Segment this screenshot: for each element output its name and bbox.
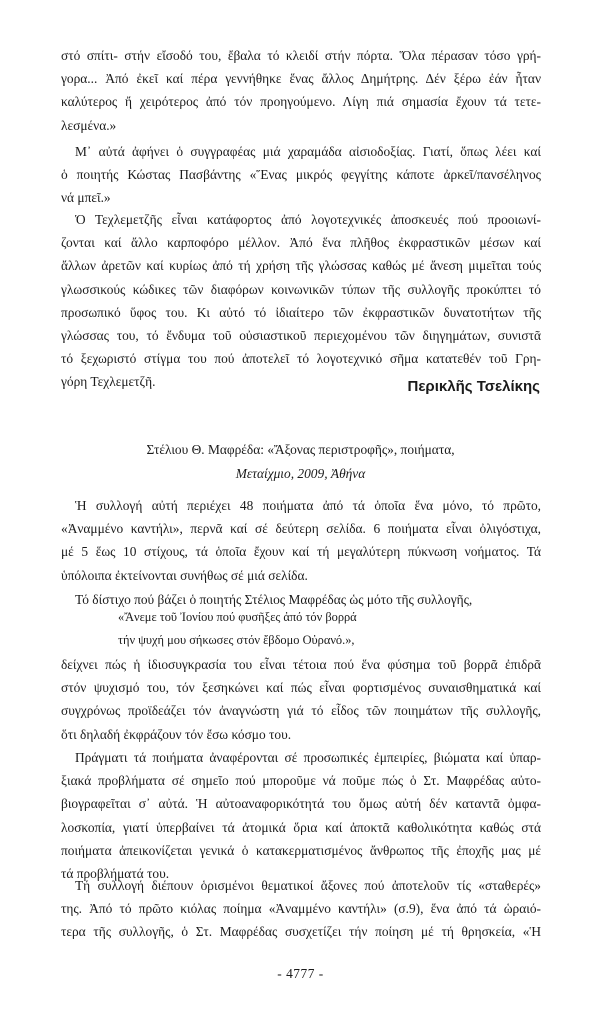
text-line: λεσμένα.» [61,117,117,133]
text-line: ὑπόλοιπα ἐκτείνονται συνήθως σέ μιά σελίδα. [61,567,308,583]
text-line: Ὁ Τεχλεμετζῆς εἶναι κατάφορτος ἀπό λογοτεχνικές ἀποσκευές πού προοιωνί- [75,212,541,227]
text-line: γλωσσικούς κώδικες τῶν διαφόρων κοινωνικῶν τύπων τῆς συλλογῆς προκύπτει τό [61,281,541,297]
text-line: μέ 5 ἕως 10 στίχους, τά ὁποῖα ἔχουν καί τή μεγαλύτερη πύκνωση νοήματος. Τά [61,544,541,560]
text-line: Ἡ συλλογή αὐτή περιέχει 48 ποιήματα ἀπό τά ὁποῖα ἕνα μόνο, τό πρῶτο, [75,498,541,513]
text-line: τά προβλήματά του. [61,865,170,881]
text-line: ὅτι δηλαδή ἐκφράζουν τόν ἔσω κόσμο του. [61,726,292,742]
article-paragraph-2 [61,140,541,210]
text-line: ξιακά προβλήματα σέ σημεῖο πού μποροῦμε νά ποῦμε πώς ὁ Στ. Μαφρέδας αὐτο- [61,773,541,789]
text-line: γορα... Ἀπό ἐκεῖ καί πέρα γεννήθηκε ἕνας ἄλλος Δημήτρης. Δέν ξέρω ἐάν ἦταν [61,71,541,87]
review-paragraph-1 [61,494,541,587]
review-heading [0,438,601,486]
text-line: νά μπεῖ.» [61,190,111,206]
text-line: δείχνει πώς ἡ ἰδιοσυγκρασία του εἶναι τέτοια πού ἕνα φύσημα τοῦ βορρᾶ ἐπιδρᾶ [61,657,541,672]
text-line: Πράγματι τά ποιήματα ἀναφέρονται σέ προσωπικές ἐμπειρίες, βιώματα καί ὑπαρ- [75,750,541,765]
text-line: ἄλλων ἀρετῶν καί κυρίως ἀπό τή χρήση τῆς γλώσσας καθώς μέ ἄνεση μιμεῖται τούς [61,258,541,274]
review-title: Στέλιου Θ. Μαφρέδα: «Ἄξονας περιστροφῆς», ποιήματα, [146,442,455,457]
text-line: καλύτερος ἤ χειρότερος ἀπό τόν προηγούμενο. Λίγη πιά σημασία ἔχουν τά τετε- [61,94,541,110]
text-line: βιογραφεῖται σ᾽ αὐτά. Ἡ αὐτοαναφορικότητά του ὅμως αὐτή δέν καταντᾶ ὀμφα- [61,796,541,812]
text-line: γόρη Τεχλεμετζῆ. [61,374,156,390]
text-line: ζονται καί ἄλλο καρποφόρο μέλλον. Ἀπό ἕνα πλῆθος ἐκφραστικῶν μέσων καί [61,235,541,251]
review-paragraph-4 [61,874,541,944]
text-line: της. Ἀπό τό πρῶτο κιόλας ποίημα «Ἀναμμένο καντήλι» (σ.9), ἕνα ἀπό τά ὡραιό- [61,901,541,917]
text-line: συγχρόνως προϊδεάζει τόν ἀναγνώστη γιά τό εἶδος τῶν ποιημάτων τῆς συλλογῆς, [61,703,541,719]
text-line: γλώσσας του, τό ἔνδυμα τοῦ οὐσιαστικοῦ περιεχομένου τῶν διηγημάτων, συνιστᾶ [61,327,541,343]
author-signature: Περικλῆς Τσελίκης [407,378,540,395]
text-line: τερα τῆς συλλογῆς, ὁ Στ. Μαφρέδας συσχετίζει τήν ποίηση μέ τή θρησκεία, «Ἡ [61,924,541,940]
text-line: προσωπικό ὕφος του. Κι αὐτό τό ἰδιαίτερο τῶν ἐκφραστικῶν δυνατοτήτων τῆς [61,304,541,320]
review-paragraph-2-rest [61,653,541,746]
article-paragraph-1 [61,44,541,137]
text-line: Μ᾽ αὐτά ἀφήνει ὁ συγγραφέας μιά χαραμάδα αἰσιοδοξίας. Γιατί, ὅπως λέει καί [75,144,541,159]
poem-quote-line-1: «Ἄνεμε τοῦ Ἰονίου πού φυσῆξες ἀπό τόν βορρά [118,610,357,624]
text-line: ὁ ποιητής Κώστας Πασβάντης «Ἕνας μικρός φεγγίτης κάποτε ἀρκεῖ/πανσέληνος [61,167,541,183]
review-paragraph-3 [61,746,541,885]
text-line: στόν ψυχισμό του, τόν ξεσηκώνει καί πώς εἶναι φορτισμένος συναισθηματικά καί [61,680,541,696]
page-number: - 4777 - [277,966,324,981]
text-line: ποιήματα ἀπεικονίζεται γενικά ὁ κατακερματισμένος ἄνθρωπος τῆς ἐποχῆς μας μέ [61,842,541,858]
text-line: Τή συλλογή διέπουν ὁρισμένοι θεματικοί ἄξονες πού ἀποτελοῦν τίς «σταθερές» [75,878,541,893]
poem-quote-line-2: τήν ψυχή μου σήκωσες στόν ἔβδομο Οὐρανό.», [118,633,355,647]
text-line: στό σπίτι- στήν εἴσοδό του, ἔβαλα τό κλειδί στήν πόρτα. Ὅλα πέρασαν τόσο γρή- [61,48,541,63]
text-line: Τό δίστιχο πού βάζει ὁ ποιητής Στέλιος Μαφρέδας ὡς μότο τῆς συλλογῆς, [75,592,473,607]
text-line: λοσκοπία, γιατί ὑπερβαίνει τά ἀτομικά ὅρια καί ἀποκτᾶ καθολικότητα καθώς στά [61,819,541,835]
review-publisher: Μεταίχμιο, 2009, Ἀθήνα [235,466,366,481]
text-line: «Ἀναμμένο καντήλι», περνᾶ καί σέ δεύτερη σελίδα. 6 ποιήματα εἶναι ὀλιγόστιχα, [61,521,541,537]
article-paragraph-3 [61,208,541,394]
text-line: τό ξεχωριστό στίγμα του πού ἀποτελεῖ τό λογοτεχνικό σῆμα κατατεθέν τοῦ Γρη- [61,351,541,367]
